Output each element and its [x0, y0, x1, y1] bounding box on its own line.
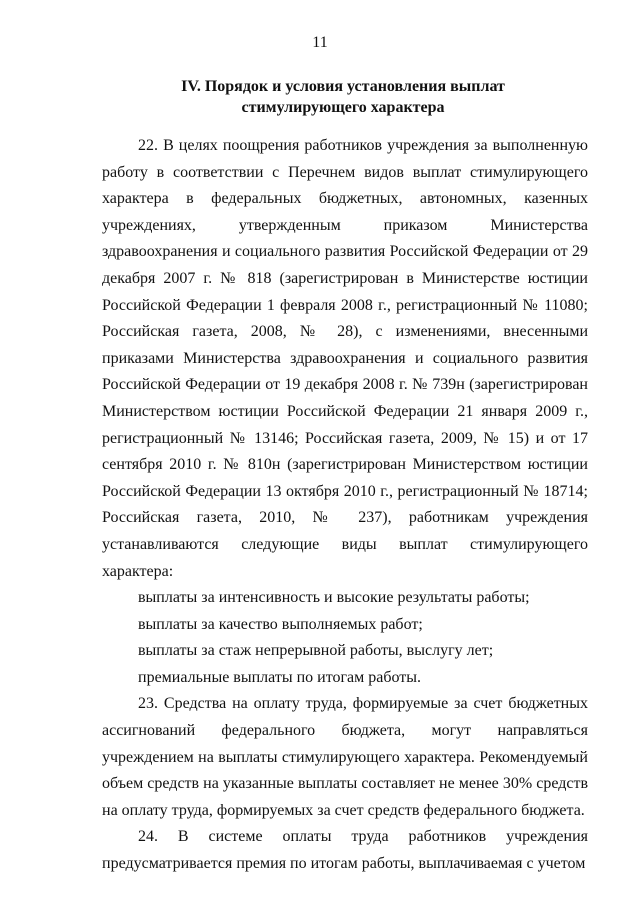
section-heading-line-1: IV. Порядок и условия установления выплат: [181, 78, 505, 95]
list-item: выплаты за качество выполняемых работ;: [138, 615, 423, 633]
list-item: выплаты за интенсивность и высокие результаты работы;: [138, 589, 530, 607]
list-item: премиальные выплаты по итогам работы.: [138, 668, 422, 686]
paragraph-22: 22. В целях поощрения работников учреждения за выполненную работу в соответствии с Перечнем видов выплат стимулирующего характера в федеральных бюджетных, автономных, казенных учреждениях, утвержденным приказом Министерства здравоохранения и социального развития Российской Федерации от 29 декабря 2007 г. № 818 (зарегистрирован в Министерстве юстиции Российской Федерации 1 февраля 2008 г., регистрационный № 11080; Российская газета, 2008, № 28), с изменениями, внесенными приказами Министерства здравоохранения и социального развития Российской Федерации от 19 декабря 2008 г. № 739н (зарегистрирован Министерством юстиции Российской Федерации 21 января 2009 г., регистрационный № 13146; Российская газета, 2009, № 15) и от 17 сентября 2010 г. № 810н (зарегистрирован Министерством юстиции Российской Федерации 13 октября 2010 г., регистрационный № 18714; Российская газета, 2010, № 237), работникам учреждения устанавливаются следующие виды выплат стимулирующего характера:: [102, 137, 588, 580]
page-number: 11: [312, 34, 328, 51]
section-heading-line-2: стимулирующего характера: [241, 99, 445, 116]
document-body: [102, 133, 588, 878]
paragraph-23: 23. Средства на оплату труда, формируемые за счет бюджетных ассигнований федерального бюджета, могут направляться учреждением на выплаты стимулирующего характера. Рекомендуемый объем средств на указанные выплаты составляет не менее 30% средств на оплату труда, формируемых за счет средств федерального бюджета.: [102, 695, 588, 819]
paragraph-24: 24. В системе оплаты труда работников учреждения предусматривается премия по итогам работы, выплачиваемая с учетом: [102, 828, 588, 873]
section-heading: [100, 76, 586, 118]
list-item: выплаты за стаж непрерывной работы, выслугу лет;: [138, 642, 494, 660]
